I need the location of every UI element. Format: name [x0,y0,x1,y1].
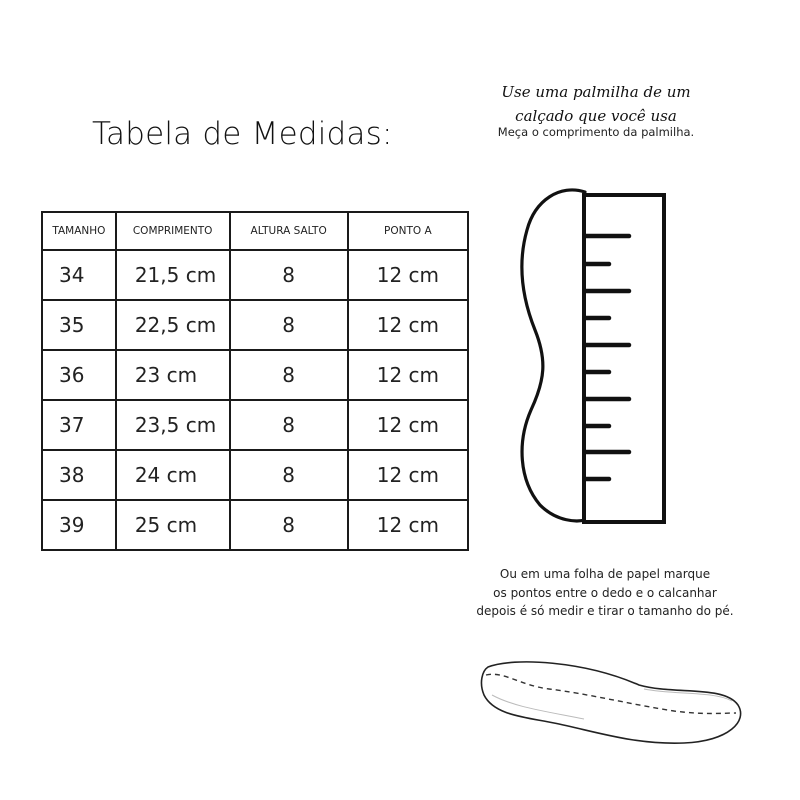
paper-tip-line-2: os pontos entre o dedo e o calcanhar [493,585,717,600]
insole-tip-heading [480,80,712,128]
paper-tip-line-3: depois é só medir e tirar o tamanho do pé. [476,604,734,618]
cell-point-a: 12 cm [348,350,468,400]
cell-length: 21,5 cm [116,250,230,300]
cell-size: 37 [42,400,116,450]
cell-point-a: 12 cm [348,400,468,450]
cell-length: 24 cm [116,450,230,500]
cell-heel: 8 [230,250,348,300]
table-row [42,400,468,450]
header-heel: ALTURA SALTO [230,212,348,250]
cell-point-a: 12 cm [348,450,468,500]
cell-heel: 8 [230,350,348,400]
header-length: COMPRIMENTO [116,212,230,250]
cell-length: 23 cm [116,350,230,400]
insole-tip-line-1: Use uma palmilha de um [501,83,691,101]
header-size: TAMANHO [42,212,116,250]
cell-heel: 8 [230,450,348,500]
cell-size: 35 [42,300,116,350]
footprint-icon [474,655,746,750]
insole-tip-instruction: Meça o comprimento da palmilha. [497,125,695,139]
page-title: Tabela de Medidas: [92,116,393,152]
cell-heel: 8 [230,400,348,450]
table-row [42,450,468,500]
header-point-a: PONTO A [348,212,468,250]
cell-size: 39 [42,500,116,550]
table-row [42,300,468,350]
cell-point-a: 12 cm [348,300,468,350]
cell-point-a: 12 cm [348,250,468,300]
table-header-row [42,212,468,250]
cell-length: 25 cm [116,500,230,550]
table-row [42,250,468,300]
cell-length: 22,5 cm [116,300,230,350]
cell-heel: 8 [230,500,348,550]
cell-size: 34 [42,250,116,300]
cell-size: 38 [42,450,116,500]
cell-heel: 8 [230,300,348,350]
cell-length: 23,5 cm [116,400,230,450]
paper-tip-line-1: Ou em uma folha de papel marque [499,567,711,581]
table-row [42,350,468,400]
cell-size: 36 [42,350,116,400]
cell-point-a: 12 cm [348,500,468,550]
insole-tip-line-2: calçado que você usa [515,107,677,125]
table-row [42,500,468,550]
paper-tip [470,565,740,621]
size-table [41,211,469,551]
insole-ruler-icon [505,180,680,530]
